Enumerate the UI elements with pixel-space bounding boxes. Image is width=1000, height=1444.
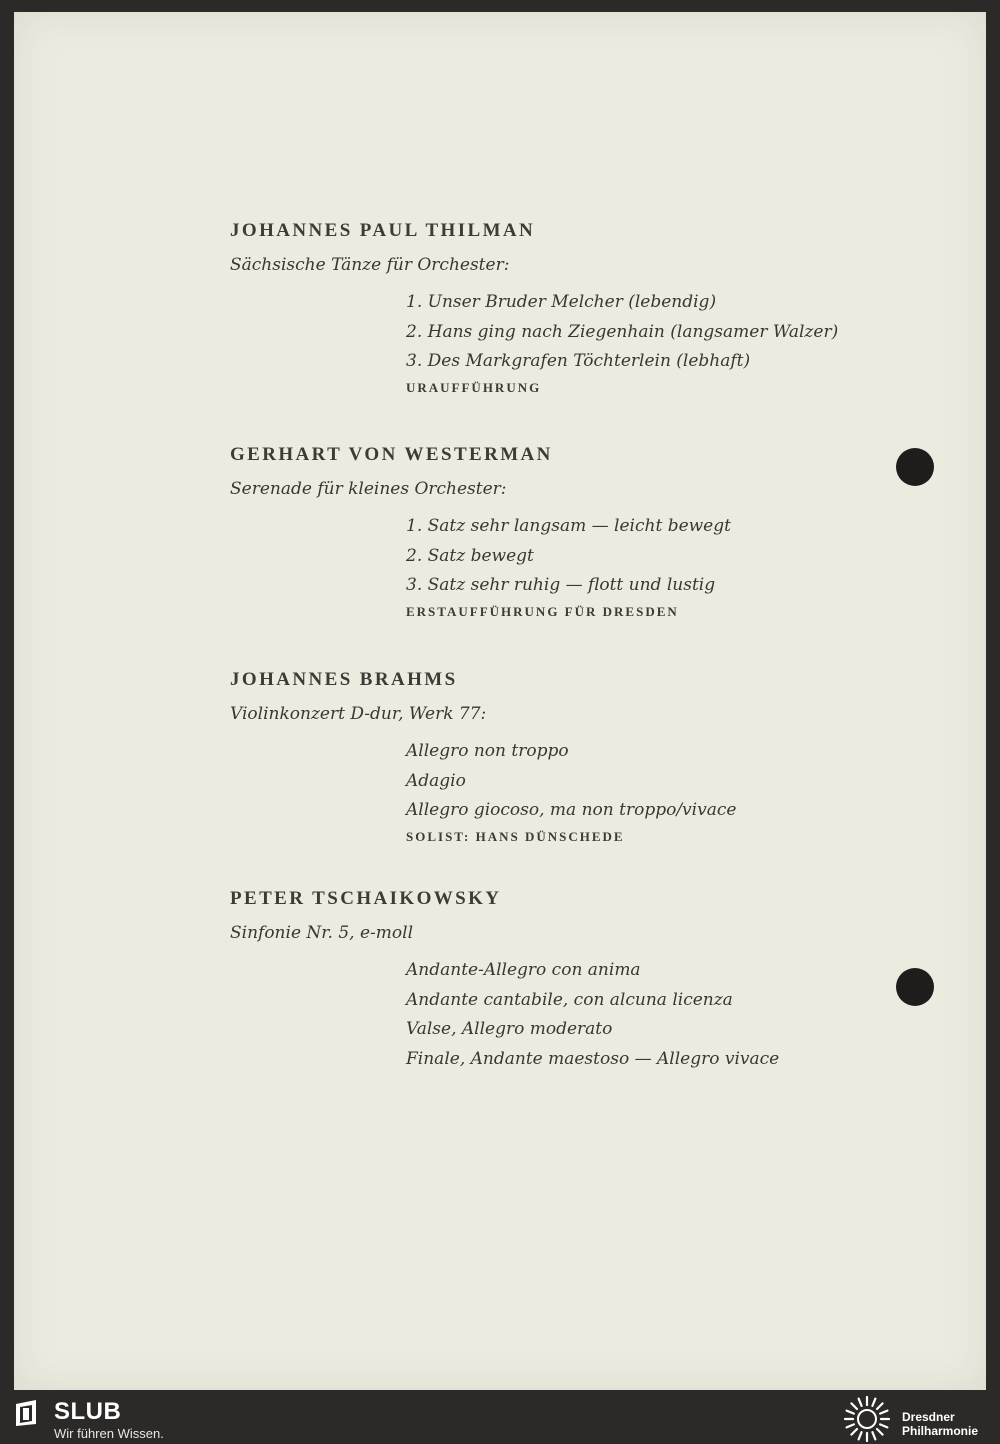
performance-note: URAUFFÜHRUNG [406, 379, 542, 395]
movement: Andante cantabile, con alcuna licenza [406, 989, 733, 1010]
movement: 2. Hans ging nach Ziegenhain (langsamer Walzer) [406, 321, 839, 342]
partner-name-line: Dresdner [902, 1410, 955, 1424]
partner-name [902, 1410, 998, 1438]
philharmonie-logo-icon [842, 1394, 892, 1444]
movement: 1. Unser Bruder Melcher (lebendig) [406, 292, 717, 312]
slub-logo-icon [14, 1400, 40, 1426]
program-item-thilman [230, 218, 930, 399]
performance-note: SOLIST: HANS DÜNSCHEDE [406, 828, 625, 844]
composer-name: GERHART VON WESTERMAN [230, 444, 553, 465]
partner-name-line: Philharmonie [902, 1424, 979, 1438]
library-name: SLUB [54, 1398, 122, 1425]
movement: Finale, Andante maestoso — Allegro vivace [406, 1048, 780, 1069]
work-title: Serenade für kleines Orchester: [230, 479, 507, 499]
movement: Andante-Allegro con anima [406, 960, 641, 980]
program-item-westerman [230, 442, 930, 623]
composer-name: JOHANNES BRAHMS [230, 669, 458, 690]
composer-name: JOHANNES PAUL THILMAN [230, 220, 536, 241]
work-title: Sinfonie Nr. 5, e-moll [230, 923, 414, 943]
movement-list [406, 288, 930, 399]
movement: Allegro giocoso, ma non troppo/vivace [406, 800, 737, 820]
performance-note: ERSTAUFFÜHRUNG FÜR DRESDEN [406, 603, 679, 619]
composer-name: PETER TSCHAIKOWSKY [230, 888, 502, 909]
movement-list [406, 512, 930, 623]
movement: 3. Satz sehr ruhig — flott und lustig [406, 575, 716, 595]
movement: 1. Satz sehr langsam — leicht bewegt [406, 516, 731, 536]
movement: Allegro non troppo [406, 741, 569, 761]
movement: Valse, Allegro moderato [406, 1019, 613, 1039]
work-title: Sächsische Tänze für Orchester: [230, 255, 510, 275]
movement-list [406, 956, 930, 1074]
movement: 2. Satz bewegt [406, 545, 534, 566]
work-title: Violinkonzert D-dur, Werk 77: [230, 704, 487, 724]
movement: 3. Des Markgrafen Töchterlein (lebhaft) [406, 351, 751, 371]
program-item-tschaikowsky [230, 886, 930, 1074]
viewer-footer [0, 1390, 1000, 1444]
movement: Adagio [406, 770, 466, 791]
movement-list [406, 737, 930, 848]
program-page [14, 12, 986, 1390]
program-item-brahms [230, 667, 930, 848]
library-tagline: Wir führen Wissen. [54, 1426, 164, 1441]
